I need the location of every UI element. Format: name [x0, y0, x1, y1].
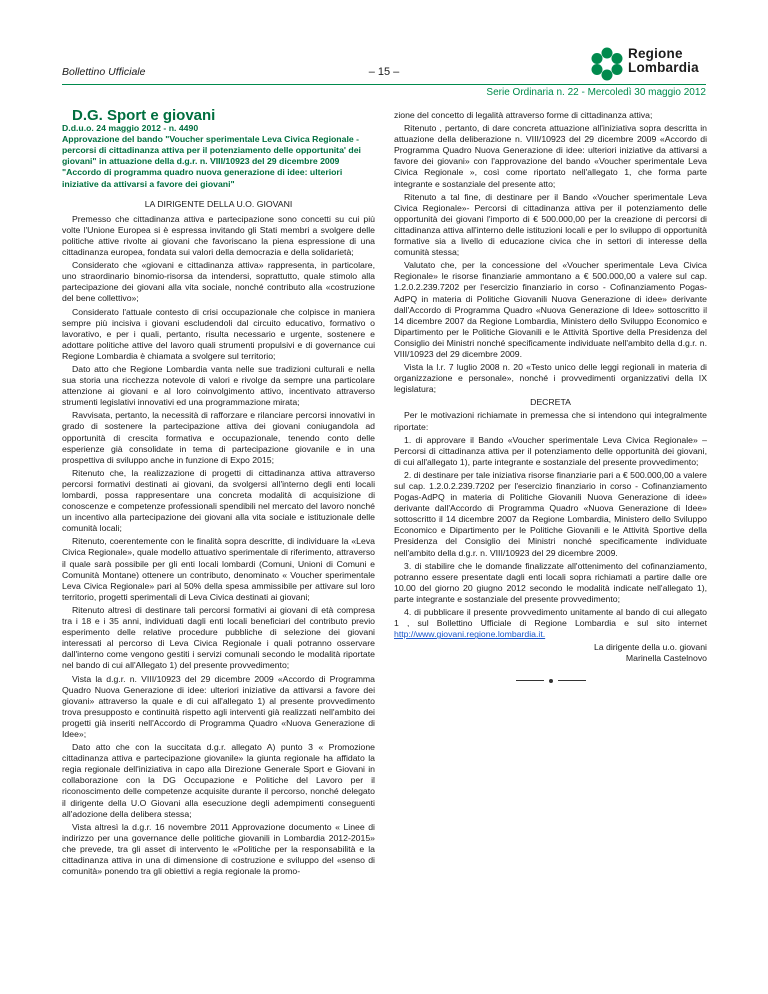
signature-name: Marinella Castelnovo — [625, 653, 707, 664]
page-header — [0, 0, 768, 110]
left-column — [62, 107, 375, 879]
paragraph: 3. di stabilire che le domande finalizzate all'ottenimento del cofinanziamento, potranno essere presentate dagli enti locali sopra richiamati a partire dalle ore 10.00 del giorno 20 giugno 2012 secondo le modalità indicate nell'allegato 1), parte integrante e sostanziale del presente provvedimento; — [394, 560, 707, 604]
lombardia-rose-icon — [588, 46, 626, 82]
section-title: D.G. Sport e giovani — [72, 107, 216, 124]
decree-number: D.d.u.o. 24 maggio 2012 - n. 4490 — [62, 123, 199, 134]
website-link[interactable]: http://www.giovani.regione.lombardia.it. — [394, 629, 546, 640]
item-4-text: 4. di pubblicare il presente provvedimento unitamente al bando di cui allegato 1 , sul Bollettino Ufficiale di Regione Lombardia e sul sito internet — [394, 607, 707, 629]
paragraph: Considerato che «giovani e cittadinanza attiva» rappresenta, in particolare, uno straordinario binomio-risorsa da intendersi, soprattutto, quale stimolo alla partecipazione dei giovani alla vita sociale, nonché contributo alla «costruzione del bene collettivo»; — [62, 260, 375, 304]
page-number: – 15 – — [368, 66, 400, 78]
paragraph: Valutato che, per la concessione del «Voucher sperimentale Leva Civica Regionale» le risorse finanziarie ammontano a € 500.000,00 a valere sul cap. 1.2.0.2.239.7202 per l'esercizio finanziario in corso - Cofinanziamento Pogas-AdPQ in materia di Politiche Giovanili Nuova Generazione di idee» derivante dall'Accordo di Programma Quadro «Nuova Generazione di Idee» sottoscritto il 14 dicembre 2007 da Regione Lombardia, Ministero dello Sviluppo Economico e Dipartimento per le Politiche Giovanili e le Attività Sportive della Presidenza del Consiglio dei Ministri nonché specificamente individuate nell'ambito della d.g.r. n. VIII/10923 del 29 dicembre 2009. — [394, 260, 707, 359]
end-of-act-marker — [516, 679, 586, 683]
logo-line-2: Lombardia — [628, 60, 699, 75]
paragraph: Vista la d.g.r. n. VIII/10923 del 29 dicembre 2009 «Accordo di Programma Quadro Nuova Generazione di idee: ulteriori iniziative da attivarsi a favore dei giovani» attraverso la quale e di cui all'allegato 1) al presente provvedimento trova presupposto e continuità rispetto agli interventi già realizzati nell'ambito dei progetti già inseriti nell'Accordo di Programma Quadro «Nuova Generazione di Idee»; — [62, 673, 375, 739]
logo-wordmark — [628, 47, 699, 75]
end-marker-line — [558, 680, 586, 681]
paragraph: Ritenuto , pertanto, di dare concreta attuazione all'iniziativa sopra descritta in attuazione della deliberazione n. VIII/10923 del 29 dicembre 2009 «Accordo di Programma Quadro Nuova Generazione di idee: ulteriori iniziative da attivarsi a favore dei giovani» con l'approvazione del bando «Voucher sperimentale Leva Civica Regionale », così come riportato nell'allegato 1, che forma parte integrante e sostanziale del presente atto; — [394, 123, 707, 189]
paragraph: Ritenuto a tal fine, di destinare per il Bando «Voucher sperimentale Leva Civica Regionale»- Percorsi di cittadinanza attiva per il potenziamento delle opportunità dei giovani l'importo di € 500.000,00 per la creazione di percorsi di cittadinanza attiva all'interno delle istituzioni locali e per lo sviluppo di opportunità formative sia a livello di educazione civica che in settori di interesse della comunità stessa; — [394, 191, 707, 258]
regione-lombardia-logo — [588, 46, 718, 82]
paragraph: Vista la l.r. 7 luglio 2008 n. 20 «Testo unico delle leggi regionali in materia di organizzazione e personale», nonché i provvedimenti organizzativi della IX legislatura; — [394, 362, 707, 395]
paragraph: Ritenuto, coerentemente con le finalità sopra descritte, di individuare la «Leva Civica Regionale», quale modello attuativo sperimentale di riferimento, attraverso il quale sarà possibile per gli enti locali lombardi (Comuni, Unioni di Comuni e Comunità Montane) ottenere un contributo, denominato « Voucher sperimentale Leva Civica Regionale» pari al 50% della spesa ammissibile per attivare sul loro territorio, progetti sperimentali di Leva Civica destinati ai giovani; — [62, 536, 375, 602]
decree-title: Approvazione del bando "Voucher sperimentale Leva Civica Regionale - percorsi di cittadinanza attiva per il potenziamento delle opportunita' dei giovani" in attuazione della d.g.r. n. VIII/10923 del 29 dicembre 2009 "Accordo di programma quadro nuova generazione di idee: ulteriori iniziative da attivarsi a favore dei giovani" — [62, 134, 361, 189]
series-info: Serie Ordinaria n. 22 - Mercoledì 30 maggio 2012 — [486, 87, 706, 98]
paragraph: 1. di approvare il Bando «Voucher sperimentale Leva Civica Regionale» – Percorsi di cittadinanza attiva per il potenziamento delle opportunità dei giovani, di cui all'allegato 1), parte integrante e sostanziale del presente provvedimento; — [394, 434, 707, 467]
paragraph: Per le motivazioni richiamate in premessa che si intendono qui integralmente riportate: — [394, 410, 707, 432]
paragraph-item-4 — [394, 607, 707, 640]
header-rule — [62, 84, 706, 85]
end-marker-line — [516, 680, 544, 681]
paragraph: Premesso che cittadinanza attiva e partecipazione sono concetti su cui più volte l'Unione Europea si è espressa invitando gli Stati membri a svolgere delle politiche attive rivolte ai giovani che favoriscano la piena espressione di una cittadinanza europea, fondata sui valori della democrazia e della solidarietà; — [62, 213, 375, 258]
decree-header — [62, 123, 375, 190]
paragraph: Dato atto che con la succitata d.g.r. allegato A) punto 3 « Promozione cittadinanza attiva e partecipazione giovanile» la giunta regionale ha affidato la regia regionale dell'iniziativa in capo alla Direzione Generale Sport e Giovani in collaborazione con la DG Occupazione e Politiche del Lavoro per il riconoscimento delle competenze acquisite durante il percorso, nonché delegato il dirigente della U.O Giovani alla esecuzione degli adempimenti conseguenti all'adozione della delibera stessa; — [62, 742, 375, 819]
right-column — [394, 110, 707, 683]
end-marker-dot — [549, 679, 553, 683]
paragraph: Vista altresì la d.g.r. 16 novembre 2011 Approvazione documento « Linee di indirizzo per una governance delle politiche giovanili in Lombardia 2012-2015» che prevede, tra gli asset di intervento le «Politiche per la responsabilità e la cittadinanza attiva in una di dimensione di costruzione e sviluppo del «senso di comunità» ponendo tra gli obiettivi a regia regionale la promo- — [62, 821, 375, 877]
paragraph: Ravvisata, pertanto, la necessità di rafforzare e rilanciare percorsi innovativi in grado di sostenere la partecipazione attiva dei giovani coniugandola ad opportunità di crescita formativa e occupazionale, tenendo conto delle esperienze già consolidate in tema di partecipazione giovanile e in una prospettiva di sviluppo anche in funzione di Expo 2015; — [62, 410, 375, 465]
publication-name: Bollettino Ufficiale — [62, 66, 146, 78]
paragraph: zione del concetto di legalità attraverso forme di cittadinanza attiva; — [394, 110, 653, 120]
logo-line-1: Regione — [628, 46, 683, 61]
paragraph: Dato atto che Regione Lombardia vanta nelle sue tradizioni culturali e nella sua storia una ricchezza notevole di valori e rivolge da sempre una particolare attenzione ai giovani e al loro coinvolgimento attivo, incentivato attraverso strumenti legislativi innovativi ed una programmazione mirata; — [62, 363, 375, 408]
paragraph: Ritenuto che, la realizzazione di progetti di cittadinanza attiva attraverso percorsi formativi destinati ai giovani, da svolgersi all'interno degli enti locali lombardi, possa rappresentare una concreta modalità di acquisizione di conoscenze e competenze professionali spendibili nel mercato del lavoro nonché un incentivo alla partecipazione dei giovani alla vita sociale e istituzionale delle comunità locali; — [62, 467, 375, 534]
paragraph: Considerato l'attuale contesto di crisi occupazionale che colpisce in maniera sempre più incisiva i giovani escludendoli dal circuito educativo, formativo o lavorativo, e per i quali, pertanto, risulta necessario e urgente, sostenere e adottare politiche attive del lavoro quali strumenti propulsivi e di governance cui Regione Lombardia è chiamata a svolgere sul territorio; — [62, 306, 375, 361]
decreta-heading: DECRETA — [530, 397, 571, 408]
paragraph: Ritenuto altresì di destinare tali percorsi formativi ai giovani di età compresa tra i 18 e i 35 anni, individuati dagli enti locali beneficiari del contributo previo esperimento delle relative procedure pubbliche di selezione dei giovani interessati al percorso di Leva Civica Regionale i quali potranno osservare dall'interno come vengono gestiti i servizi comunali secondo le modalità riportate nel bando di cui all'Allegato 1) del presente provvedimento; — [62, 604, 375, 671]
issuer-heading: LA DIRIGENTE DELLA U.O. GIOVANI — [144, 198, 293, 209]
signature-role: La dirigente della u.o. giovani — [593, 642, 707, 653]
paragraph: 2. di destinare per tale iniziativa risorse finanziarie pari a € 500.000,00 a valere sul cap. 1.2.0.2.239.7202 per l'esercizio finanziario in corso - Cofinanziamento Pogas-AdPQ in materia di Politiche Giovanili Nuova Generazione di idee» derivante dall'Accordo di Programma Quadro «Nuova Generazione di Idee» sottoscritto il 14 dicembre 2007 da Regione Lombardia, Ministero dello Sviluppo Economico e Dipartimento per le Politiche Giovanili e le Attività Sportive della Presidenza del Consiglio dei Ministri nonché specificamente individuate nell'ambito della d.g.r. n. VIII/10923 del 29 dicembre 2009. — [394, 469, 707, 558]
